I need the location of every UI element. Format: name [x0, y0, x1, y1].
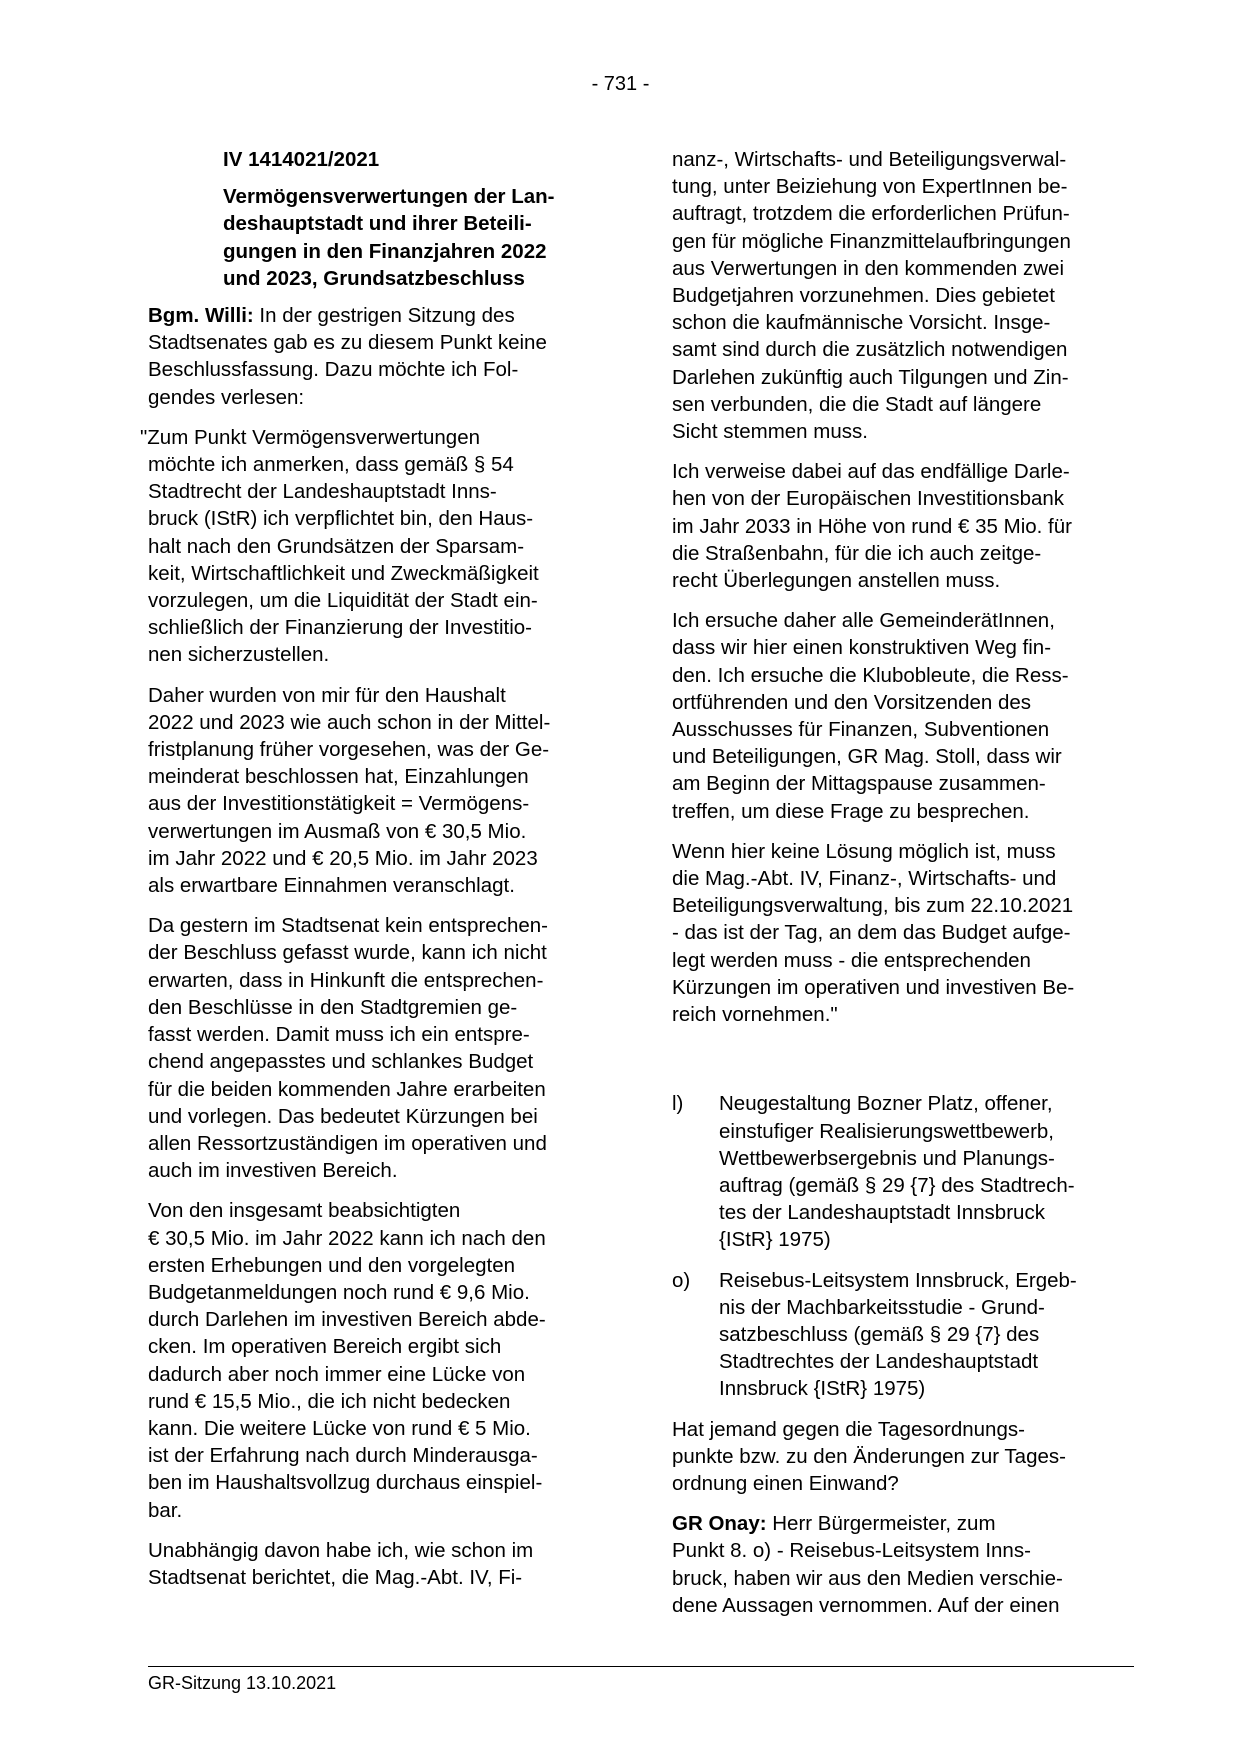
quote-paragraph-3: Da gestern im Stadtsenat kein entsprechen- der Beschluss gefasst wurde, kann ich nicht erwarten, dass in Hinkunft die entsprechen- den Beschlüsse in den Stadtgremien ge- fasst werden. Damit muss ich ein entspre- chend angepasstes und schlankes Budget für die beiden kommenden Jahre erarbeiten und vorlegen. Das bedeutet Kürzungen bei allen Ressortzuständigen im operativen und auch im investiven Bereich. — [148, 914, 548, 1183]
footer-session-date: GR-Sitzung 13.10.2021 — [148, 1673, 337, 1693]
title-line: Vermögensverwertungen der Lan- — [223, 185, 555, 209]
footer-divider — [148, 1666, 1134, 1667]
agenda-item-title — [223, 183, 610, 292]
quote-paragraph-8: Ich ersuche daher alle GemeinderätInnen, dass wir hier einen konstruktiven Weg fin- den. Ich ersuche die Klubobleute, die Ress- ortführenden und den Vorsitzenden des Ausschusses für Finanzen, Subventionen und Beteiligungen, GR Mag. Stoll, dass wir am Beginn der Mittagspause zusammen- treffen, um diese Frage zu besprechen. — [672, 609, 1069, 823]
speaker-paragraph — [148, 302, 610, 411]
quote-paragraph-4: Von den insgesamt beabsichtigten € 30,5 Mio. im Jahr 2022 kann ich nach den ersten Erhebungen und den vorgelegten Budgetanmeldungen noch rund € 9,6 Mio. durch Darlehen im investiven Bereich abde- cken. Im operativen Bereich ergibt sich dadurch aber noch immer eine Lücke von rund € 15,5 Mio., die ich nicht bedecken kann. Die weitere Lücke von rund € 5 Mio. ist der Erfahrung nach durch Minderausga- ben im Haushaltsvollzug durchaus einspiel- bar. — [148, 1199, 546, 1522]
agenda-item-o — [672, 1267, 1134, 1403]
page-number: - 731 - — [591, 73, 650, 95]
item-text: Neugestaltung Bozner Platz, offener, einstufiger Realisierungswettbewerb, Wettbewerbsergebnis und Planungs- auftrag (gemäß § 29 {7} des Stadtrech- tes der Landeshauptstadt Innsbruck {IStR} 1975) — [719, 1092, 1075, 1252]
title-line: gungen in den Finanzjahren 2022 — [223, 239, 547, 263]
speaker-paragraph-2: GR Onay: Herr Bürgermeister, zum Punkt 8. o) - Reisebus-Leitsystem Inns- bruck, haben wir aus den Medien verschie- dene Aussagen vernommen. Auf der einen — [672, 1512, 1063, 1617]
quote-paragraph-2: Daher wurden von mir für den Haushalt 2022 und 2023 wie auch schon in der Mittel- fristplanung früher vorgesehen, was der Ge- meinderat beschlossen hat, Einzahlungen aus der Investitionstätigkeit = Vermögens- verwertungen im Ausmaß von € 30,5 Mio. im Jahr 2022 und € 20,5 Mio. im Jahr 2023 als erwartbare Einnahmen veranschlagt. — [148, 683, 551, 898]
text-line: Beschlussfassung. Dazu möchte ich Fol- — [148, 358, 519, 382]
speaker-name: Bgm. Willi: — [148, 304, 254, 328]
right-column — [672, 146, 1134, 1619]
document-id: IV 1414021/2021 — [223, 148, 380, 171]
title-line: und 2023, Grundsatzbeschluss — [223, 266, 525, 290]
title-line: deshauptstadt und ihrer Beteili- — [223, 212, 532, 236]
quote-paragraph-7: Ich verweise dabei auf das endfällige Darle- hen von der Europäischen Investitionsbank im Jahr 2033 in Höhe von rund € 35 Mio. für die Straßenbahn, für die ich auch zeitge- recht Überlegungen anstellen muss. — [672, 460, 1072, 593]
text-line: Stadtsenates gab es zu diesem Punkt keine — [148, 331, 547, 355]
quote-paragraph-1: "Zum Punkt Vermögensverwertungen möchte ich anmerken, dass gemäß § 54 Stadtrecht der Landeshauptstadt Inns- bruck (IStR) ich verpflichtet bin, den Haus- halt nach den Grundsätzen der Sparsam- keit, Wirtschaftlichkeit und Zweckmäßigkeit vorzulegen, um die Liquidität der Stadt ein- schließlich der Finanzierung der Investitio- nen sicherzustellen. — [140, 425, 539, 667]
quote-paragraph-6: nanz-, Wirtschafts- und Beteiligungsverwal- tung, unter Beiziehung von ExpertInnen be- auftragt, trotzdem die erforderlichen Prüfun- gen für mögliche Finanzmittelaufbringungen aus Verwertungen in den kommenden zwei Budgetjahren vorzunehmen. Dies gebietet schon die kaufmännische Vorsicht. Insge- samt sind durch die zusätzlich notwendigen Darlehen zukünftig auch Tilgungen und Zin- sen verbunden, die die Stadt auf längere Sicht stemmen muss. — [672, 148, 1071, 444]
text-line: gendes verlesen: — [148, 385, 305, 409]
quote-paragraph-9: Wenn hier keine Lösung möglich ist, muss die Mag.-Abt. IV, Finanz-, Wirtschafts- und Beteiligungsverwaltung, bis zum 22.10.2021 - das ist der Tag, an dem das Budget aufge- legt werden muss - die entsprechenden Kürzungen im operativen und investiven Be- reich vornehmen." — [672, 839, 1075, 1027]
item-label: o) — [672, 1268, 691, 1292]
text-line: In der gestrigen Sitzung des — [253, 304, 515, 328]
item-label: l) — [672, 1092, 684, 1116]
quote-paragraph-5: Unabhängig davon habe ich, wie schon im Stadtsenat berichtet, die Mag.-Abt. IV, Fi- — [148, 1538, 534, 1589]
item-text: Reisebus-Leitsystem Innsbruck, Ergeb- nis der Machbarkeitsstudie - Grund- satzbeschluss (gemäß § 29 {7} des Stadtrechtes der Landeshauptstadt Innsbruck {IStR} 1975) — [719, 1268, 1077, 1401]
left-column — [140, 146, 610, 1591]
speaker-name: GR Onay: — [672, 1512, 767, 1536]
agenda-item-l — [672, 1090, 1134, 1253]
objection-question: Hat jemand gegen die Tagesordnungs- punkte bzw. zu den Änderungen zur Tages- ordnung einen Einwand? — [672, 1417, 1066, 1495]
